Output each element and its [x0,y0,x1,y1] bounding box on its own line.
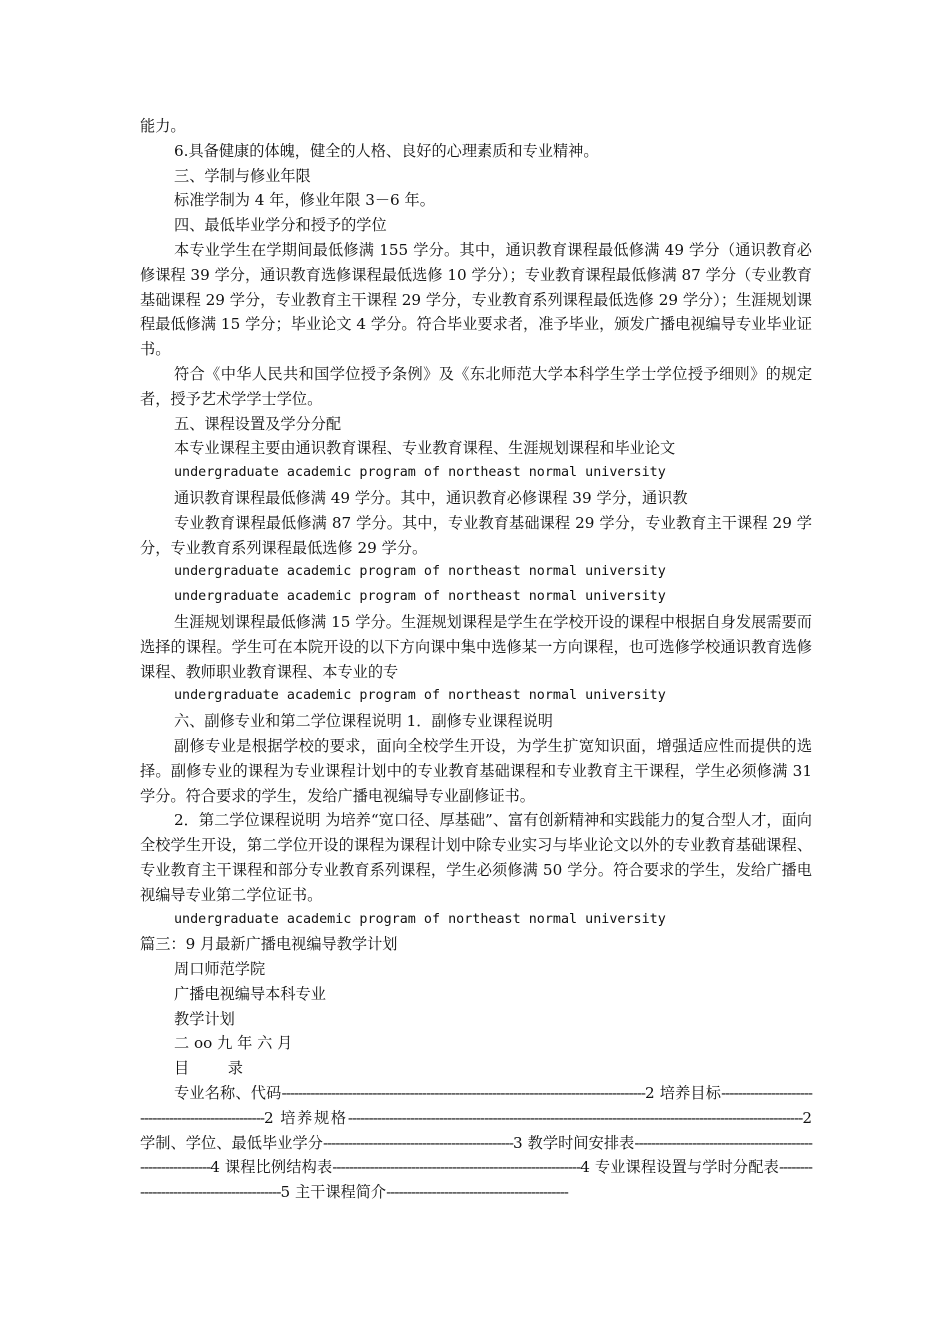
paragraph: 本专业课程主要由通识教育课程、专业教育课程、生涯规划课程和毕业论文 [174,439,676,458]
toc-entry-label: 教学时间安排表 [527,1133,635,1152]
english-running-footer: undergraduate academic program of northeast normal university [174,911,666,927]
paragraph: 广播电视编导本科专业 [174,984,326,1003]
paragraph: 专业教育课程最低修满 87 学分。其中，专业教育基础课程 29 学分，专业教育主干课程 29 学分，专业教育系列课程最低选修 29 学分。 [140,513,812,557]
toc-leader: ------------------------------------------------------------ [140,1133,813,1177]
paragraph: 二 oo 九 年 六 月 [174,1034,293,1053]
paragraph: 三、学制与修业年限 [174,166,311,185]
toc-page-number: 5 [280,1183,291,1202]
paragraph: 标准学制为 4 年，修业年限 3－6 年。 [174,191,435,210]
paragraph: 目 录 [174,1059,243,1078]
english-running-footer: undergraduate academic program of northeast normal university [174,465,666,481]
toc-leader: ---------------------------------------------- [322,1133,514,1152]
paragraph: 生涯规划课程最低修满 15 学分。生涯规划课程是学生在学校开设的课程中根据自身发展需要而选择的课程。学生可在本院开设的以下方向课中集中选修某一方向课程，也可选修学校通识教育选修课程、教师职业教育课程、本专业的专 [140,612,812,681]
toc-page-number: 4 [210,1158,220,1177]
toc-entry-label: 专业课程设置与学时分配表 [594,1158,779,1177]
toc-entry-label: 培养目标 [659,1084,722,1103]
paragraph: 本专业学生在学期间最低修满 155 学分。其中，通识教育课程最低修满 49 学分（通识教育必修课程 39 学分，通识教育选修课程最低选修 10 学分）；专业教育课程最低修满 87 学分（专业教育基础课程 29 学分，专业教育主干课程 29 学分，专业教育系列课程最低选修 29 学分）；生涯规划课程最低修满 15 学分；毕业论文 4 学分。符合毕业要求者，准予毕业，颁发广播电视编导专业毕业证书。 [140,240,812,359]
toc-entry-label: 主干课程简介 [294,1183,387,1202]
english-running-footer: undergraduate academic program of northeast normal university [174,688,666,704]
toc-page-number: 3 [513,1133,523,1152]
paragraph: 五、课程设置及学分分配 [174,414,342,433]
paragraph: 6.具备健康的体魄，健全的人格、良好的心理素质和专业精神。 [174,141,599,160]
table-of-contents [140,1081,812,1205]
toc-leader: ---------------------------------------------------- [140,1084,813,1127]
toc-entry-label: 学制、学位、最低毕业学分 [140,1133,323,1152]
paragraph: 六、副修专业和第二学位课程说明 1．副修专业课程说明 [174,712,553,731]
toc-page-number: 2 [802,1108,813,1127]
toc-leader: ------------------------------------------------------------ [332,1158,581,1177]
paragraph: 能力。 [140,117,186,135]
paragraph: 副修专业是根据学校的要求，面向全校学生开设，为学生扩宽知识面，增强适应性而提供的选择。副修专业的课程为专业课程计划中的专业教育基础课程和专业教育主干课程，学生必须修满 31 学分。符合要求的学生，发给广播电视编导专业副修证书。 [140,736,812,805]
paragraph: 篇三：9 月最新广播电视编导教学计划 [140,935,398,954]
paragraph: 教学计划 [174,1009,235,1028]
toc-page-number: 2 [645,1084,655,1103]
paragraph: 四、最低毕业学分和授予的学位 [174,216,387,235]
paragraph: 通识教育课程最低修满 49 学分。其中，通识教育必修课程 39 学分，通识教 [174,488,688,507]
paragraph: 周口师范学院 [174,960,266,979]
toc-leader: -------------------------------------------- [386,1183,568,1202]
toc-leader: -------------------------------------------------------------------------------------------------------------- [347,1108,803,1127]
english-running-footer: undergraduate academic program of northeast normal university [174,564,666,580]
paragraph: 2．第二学位课程说明 为培养“宽口径、厚基础”、富有创新精神和实践能力的复合型人才，面向全校学生开设，第二学位开设的课程为课程计划中除专业实习与毕业论文以外的专业教育基础课程、专业教育主干课程和部分专业教育系列课程，学生必须修满 50 学分。符合要求的学生，发给广播电视编导专业第二学位证书。 [140,811,812,904]
paragraph: 符合《中华人民共和国学位授予条例》及《东北师范大学本科学生学士学位授予细则》的规定者，授予艺术学学士学位。 [140,364,812,408]
toc-leader: ---------------------------------------------------------------------------------------- [281,1084,646,1103]
toc-entry-label: 培养规格 [280,1108,348,1127]
english-running-footer: undergraduate academic program of northeast normal university [174,589,666,605]
toc-entry-label: 课程比例结构表 [224,1158,333,1177]
toc-leader: ------------------------------------------ [140,1158,813,1202]
toc-page-number: 2 [263,1108,274,1127]
toc-page-number: 4 [580,1158,590,1177]
toc-entry-label: 专业名称、代码 [174,1084,282,1103]
document-body [140,114,812,1081]
